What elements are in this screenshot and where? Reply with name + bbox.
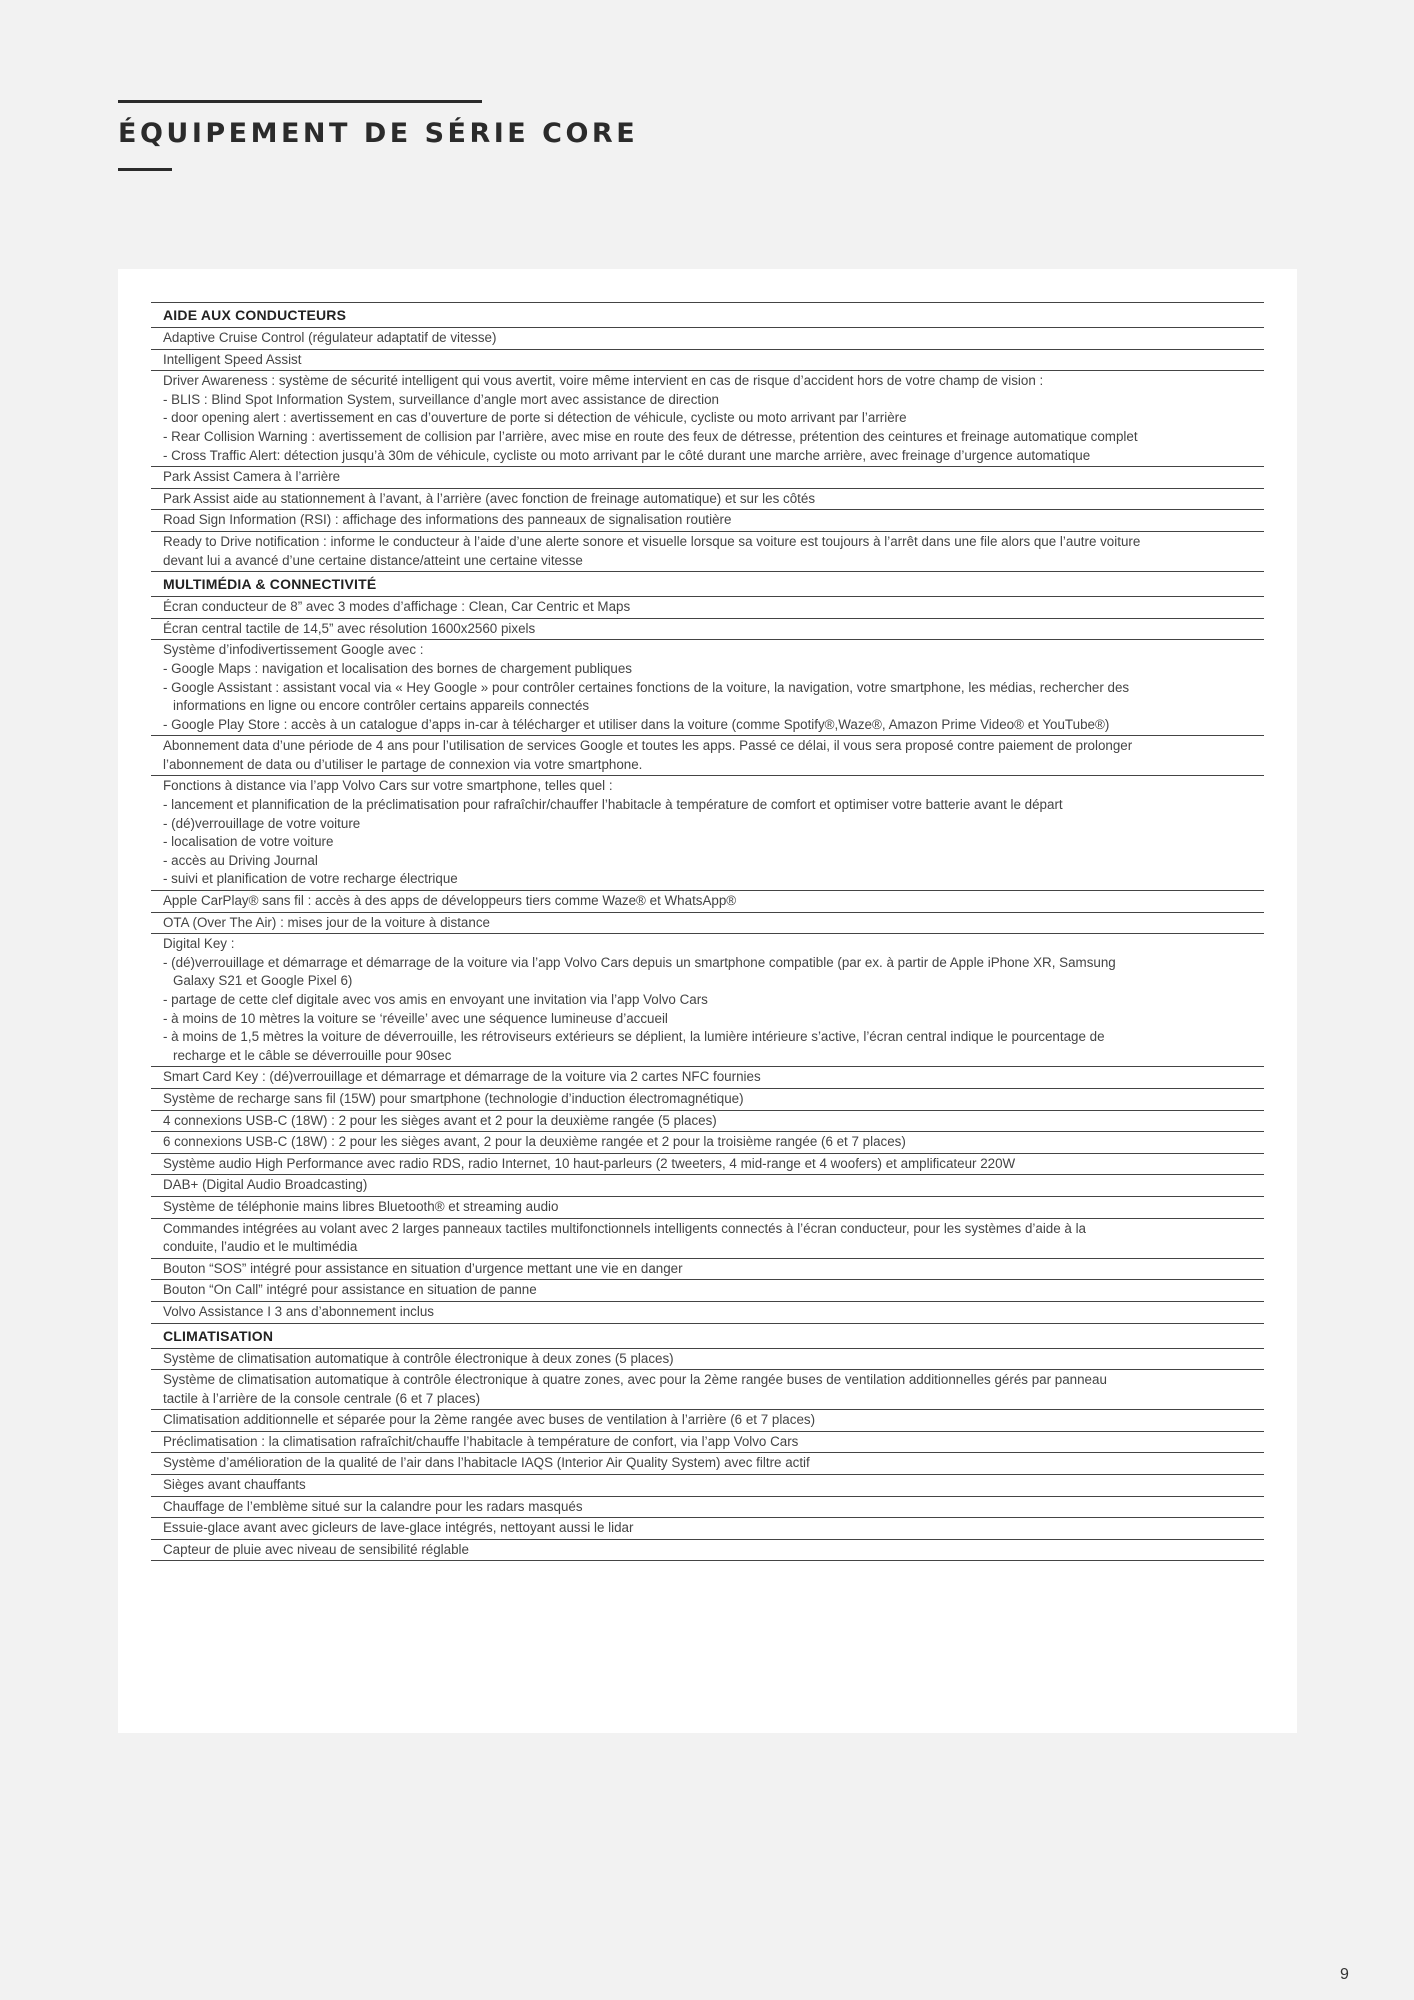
equipment-line: Système d’infodivertissement Google avec :	[163, 642, 424, 658]
equipment-line: Fonctions à distance via l’app Volvo Cars sur votre smartphone, telles quel :	[163, 778, 613, 794]
equipment-row	[151, 1197, 1264, 1219]
equipment-line: 6 connexions USB-C (18W) : 2 pour les sièges avant, 2 pour la deuxième rangée et 2 pour la troisième rangée (6 et 7 places)	[163, 1134, 906, 1150]
equipment-line: - partage de cette clef digitale avec vos amis en envoyant une invitation via l’app Volvo Cars	[163, 992, 708, 1007]
equipment-row	[151, 350, 1264, 372]
equipment-line: Adaptive Cruise Control (régulateur adaptatif de vitesse)	[163, 330, 497, 345]
equipment-line: Bouton “On Call” intégré pour assistance en situation de panne	[163, 1282, 537, 1298]
equipment-line: Galaxy S21 et Google Pixel 6)	[173, 973, 353, 989]
equipment-row	[151, 1154, 1264, 1176]
equipment-line: - lancement et plannification de la préclimatisation pour rafraîchir/chauffer l’habitacle à température de comfort et optimiser votre batterie avant le départ	[163, 797, 1063, 813]
equipment-row	[151, 1370, 1264, 1410]
section-header: CLIMATISATION	[151, 1324, 1264, 1349]
equipment-line: - Cross Traffic Alert: détection jusqu’à 30m de véhicule, cycliste ou moto arrivant par le côté durant une marche arrière, avec freinage d’urgence automatique	[163, 447, 1091, 463]
equipment-row	[151, 328, 1264, 350]
equipment-line: Système de téléphonie mains libres Bluetooth® et streaming audio	[163, 1198, 559, 1214]
equipment-line: Abonnement data d’une période de 4 ans pour l’utilisation de services Google et toutes les apps. Passé ce délai, il vous sera proposé contre paiement de prolonger	[163, 738, 1133, 754]
equipment-line: - door opening alert : avertissement en cas d’ouverture de porte si détection de véhicule, cycliste ou moto arrivant par l’arrière	[163, 410, 907, 426]
page-number: 9	[1340, 1966, 1349, 1983]
equipment-row	[151, 1132, 1264, 1154]
equipment-line: Essuie-glace avant avec gicleurs de lave-glace intégrés, nettoyant aussi le lidar	[163, 1520, 634, 1536]
section-header: AIDE AUX CONDUCTEURS	[151, 303, 1264, 328]
equipment-row	[151, 619, 1264, 641]
equipment-row	[151, 640, 1264, 736]
equipment-line: devant lui a avancé d’une certaine distance/atteint une certaine vitesse	[163, 552, 583, 568]
content-panel	[118, 269, 1297, 1733]
equipment-line: Système de climatisation automatique à contrôle électronique à deux zones (5 places)	[163, 1350, 674, 1366]
equipment-row	[151, 1497, 1264, 1519]
equipment-line: Écran central tactile de 14,5” avec résolution 1600x2560 pixels	[163, 620, 536, 636]
equipment-row	[151, 891, 1264, 913]
equipment-line: - Google Assistant : assistant vocal via « Hey Google » pour contrôler certaines fonctions de la voiture, la navigation, votre smartphone, les médias, rechercher des	[163, 679, 1130, 695]
equipment-line: Système audio High Performance avec radio RDS, radio Internet, 10 haut-parleurs (2 tweeters, 4 mid-range et 4 woofers) et amplificateur 220W	[163, 1155, 1016, 1171]
equipment-row	[151, 467, 1264, 489]
equipment-line: - Google Play Store : accès à un catalogue d’apps in-car à télécharger et utiliser dans la voiture (comme Spotify®,Waze®, Amazon Prime Video® et YouTube®)	[163, 716, 1110, 732]
equipment-line: - (dé)verrouillage et démarrage et démarrage de la voiture via l’app Volvo Cars depuis un smartphone compatible (par ex. à partir de Apple iPhone XR, Samsung	[163, 954, 1116, 970]
equipment-line: Driver Awareness : système de sécurité intelligent qui vous avertit, voire même intervient en cas de risque d’accident hors de votre champ de vision :	[163, 373, 1044, 389]
equipment-row	[151, 934, 1264, 1067]
equipment-row	[151, 1302, 1264, 1324]
equipment-row	[151, 736, 1264, 776]
equipment-line: Intelligent Speed Assist	[163, 351, 302, 367]
equipment-line: Sièges avant chauffants	[163, 1477, 306, 1493]
equipment-line: - suivi et planification de votre recharge électrique	[163, 871, 458, 887]
equipment-line: - à moins de 10 mètres la voiture se ‘réveille’ avec une séquence lumineuse d’accueil	[163, 1010, 668, 1026]
equipment-line: Ready to Drive notification : informe le conducteur à l’aide d’une alerte sonore et visuelle lorsque sa voiture est toujours à l’arrêt dans une file alors que l’autre voiture	[163, 533, 1141, 549]
equipment-line: Écran conducteur de 8” avec 3 modes d’affichage : Clean, Car Centric et Maps	[163, 599, 631, 615]
equipment-line: l’abonnement de data ou d’utiliser le partage de connexion via votre smartphone.	[163, 756, 643, 772]
equipment-row	[151, 1475, 1264, 1497]
equipment-row	[151, 1067, 1264, 1089]
equipment-line: - localisation de votre voiture	[163, 834, 334, 850]
equipment-line: informations en ligne ou encore contrôler certains appareils connectés	[173, 698, 590, 714]
equipment-row	[151, 1349, 1264, 1371]
equipment-line: Système de recharge sans fil (15W) pour smartphone (technologie d’induction électromagnétique)	[163, 1090, 744, 1106]
equipment-row	[151, 1540, 1264, 1562]
equipment-row	[151, 489, 1264, 511]
equipment-row	[151, 1089, 1264, 1111]
equipment-line: Digital Key :	[163, 936, 235, 952]
page-title: ÉQUIPEMENT DE SÉRIE CORE	[118, 118, 639, 149]
equipment-line: Système d’amélioration de la qualité de l’air dans l’habitacle IAQS (Interior Air Quality System) avec filtre actif	[163, 1455, 810, 1471]
equipment-table	[151, 302, 1264, 1561]
equipment-line: Volvo Assistance I 3 ans d’abonnement inclus	[163, 1303, 434, 1319]
equipment-row	[151, 1518, 1264, 1540]
equipment-row	[151, 1410, 1264, 1432]
equipment-row	[151, 776, 1264, 891]
equipment-line: OTA (Over The Air) : mises jour de la voiture à distance	[163, 914, 490, 930]
equipment-row	[151, 1280, 1264, 1302]
equipment-row	[151, 913, 1264, 935]
equipment-row	[151, 597, 1264, 619]
equipment-row	[151, 1111, 1264, 1133]
equipment-line: tactile à l’arrière de la console centrale (6 et 7 places)	[163, 1390, 481, 1406]
equipment-line: Smart Card Key : (dé)verrouillage et démarrage et démarrage de la voiture via 2 cartes NFC fournies	[163, 1069, 761, 1085]
equipment-row	[151, 1259, 1264, 1281]
equipment-line: - Google Maps : navigation et localisation des bornes de chargement publiques	[163, 660, 632, 676]
equipment-line: Chauffage de l’emblème situé sur la calandre pour les radars masqués	[163, 1498, 583, 1514]
equipment-row	[151, 510, 1264, 532]
equipment-line: Préclimatisation : la climatisation rafraîchit/chauffe l’habitacle à température de confort, via l’app Volvo Cars	[163, 1433, 799, 1449]
equipment-row	[151, 1453, 1264, 1475]
equipment-row	[151, 1175, 1264, 1197]
equipment-line: Commandes intégrées au volant avec 2 larges panneaux tactiles multifonctionnels intelligents connectés à l’écran conducteur, pour les systèmes d’aide à la	[163, 1220, 1086, 1236]
section-header: MULTIMÉDIA & CONNECTIVITÉ	[151, 572, 1264, 597]
equipment-row	[151, 1432, 1264, 1454]
equipment-line: - BLIS : Blind Spot Information System, surveillance d’angle mort avec assistance de direction	[163, 391, 719, 407]
title-underline	[118, 168, 172, 171]
equipment-line: - (dé)verrouillage de votre voiture	[163, 815, 361, 831]
equipment-line: - à moins de 1,5 mètres la voiture de déverrouille, les rétroviseurs extérieurs se déplient, la lumière intérieure s’active, l’écran central indique le pourcentage de	[163, 1029, 1105, 1045]
equipment-line: conduite, l’audio et le multimédia	[163, 1239, 358, 1255]
equipment-line: Climatisation additionnelle et séparée pour la 2ème rangée avec buses de ventilation à l’arrière (6 et 7 places)	[163, 1412, 816, 1428]
equipment-line: Système de climatisation automatique à contrôle électronique à quatre zones, avec pour la 2ème rangée buses de ventilation additionnelles gérés par panneau	[163, 1372, 1107, 1388]
equipment-row	[151, 371, 1264, 467]
equipment-line: Apple CarPlay® sans fil : accès à des apps de développeurs tiers comme Waze® et WhatsApp®	[163, 893, 737, 909]
equipment-line: Road Sign Information (RSI) : affichage des informations des panneaux de signalisation routière	[163, 512, 732, 528]
equipment-line: 4 connexions USB-C (18W) : 2 pour les sièges avant et 2 pour la deuxième rangée (5 places)	[163, 1112, 717, 1128]
equipment-line: DAB+ (Digital Audio Broadcasting)	[163, 1177, 368, 1193]
top-rule	[118, 100, 482, 103]
equipment-row	[151, 532, 1264, 572]
equipment-row	[151, 1219, 1264, 1259]
equipment-line: Park Assist aide au stationnement à l’avant, à l’arrière (avec fonction de freinage automatique) et sur les côtés	[163, 490, 816, 506]
equipment-line: - Rear Collision Warning : avertissement de collision par l’arrière, avec mise en route des feux de détresse, prétention des ceintures et freinage automatique complet	[163, 428, 1138, 444]
equipment-line: recharge et le câble se déverrouille pour 90sec	[173, 1047, 452, 1063]
equipment-line: Park Assist Camera à l’arrière	[163, 469, 341, 485]
equipment-line: Bouton “SOS” intégré pour assistance en situation d’urgence mettant une vie en danger	[163, 1260, 683, 1276]
equipment-line: - accès au Driving Journal	[163, 852, 318, 868]
equipment-line: Capteur de pluie avec niveau de sensibilité réglable	[163, 1541, 469, 1557]
